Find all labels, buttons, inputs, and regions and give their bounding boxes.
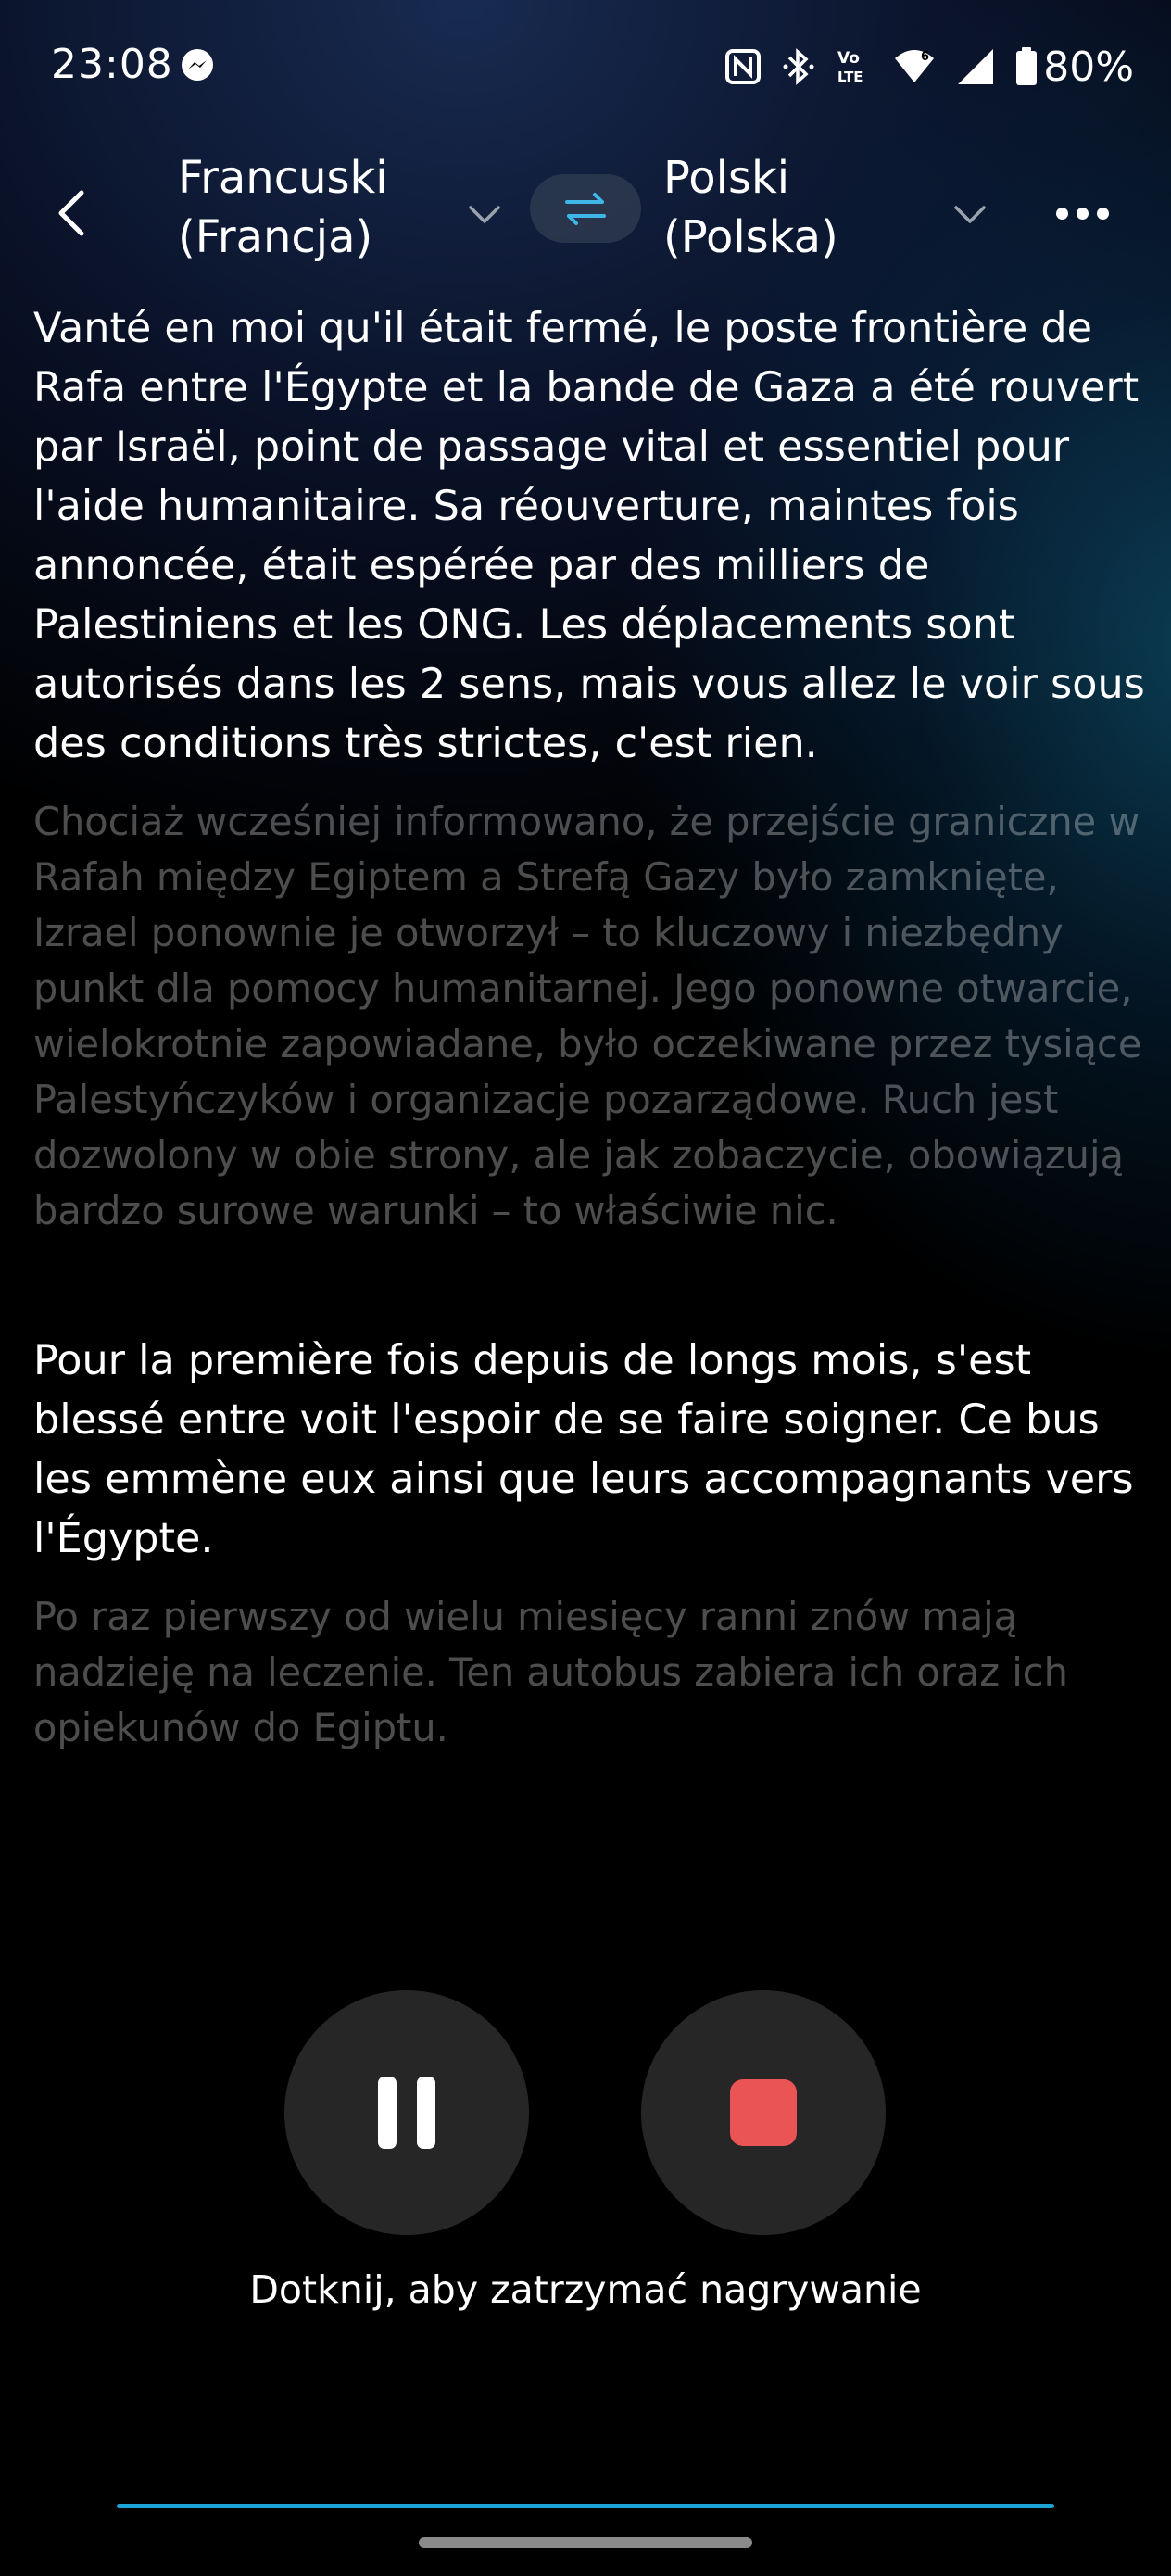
battery-icon xyxy=(1015,47,1038,86)
source-language-selector[interactable] xyxy=(178,148,388,267)
home-indicator[interactable] xyxy=(419,2537,752,2548)
status-time: 23:08 xyxy=(51,41,173,88)
swap-arrows-icon xyxy=(560,188,611,229)
more-icon-dot xyxy=(1056,208,1068,220)
recording-indicator-line xyxy=(117,2504,1054,2508)
target-language-selector[interactable] xyxy=(663,148,838,267)
target-language-name: Polski xyxy=(663,152,790,204)
battery-percentage: 80% xyxy=(1043,43,1134,91)
pause-icon xyxy=(368,2077,446,2149)
chevron-down-icon[interactable] xyxy=(463,193,506,235)
wifi-icon xyxy=(893,47,936,86)
volte-label-bottom: LTE xyxy=(837,69,863,85)
more-icon-dot xyxy=(1077,208,1089,220)
pause-button[interactable] xyxy=(284,1990,529,2235)
language-header xyxy=(0,139,1171,278)
status-icons xyxy=(724,41,1134,93)
stop-icon xyxy=(730,2079,797,2146)
back-arrow-icon xyxy=(37,176,111,250)
source-language-region: (Francja) xyxy=(178,211,373,263)
volte-label-top: Vo xyxy=(837,49,861,68)
stop-recording-button[interactable] xyxy=(641,1990,886,2235)
translated-text: Po raz pierwszy od wielu miesięcy ranni znów mają nadzieję na leczenie. Ten autobus zabiera ich oraz ich opiekunów do Egiptu. xyxy=(33,1594,1068,1750)
wifi-badge: 6 xyxy=(921,50,930,64)
recording-hint: Dotknij, aby zatrzymać nagrywanie xyxy=(249,2267,922,2312)
messenger-icon xyxy=(180,48,215,83)
more-options-button[interactable] xyxy=(1047,185,1117,241)
back-button[interactable] xyxy=(37,176,111,250)
chevron-down-icon[interactable] xyxy=(949,193,991,235)
source-text: Pour la première fois depuis de longs mois, s'est blessé entre voit l'espoir de se faire soigner. Ce bus les emmène eux ainsi que leurs accompagnants vers l'Égypte. xyxy=(33,1337,1134,1562)
transcript-block xyxy=(33,299,1145,1239)
source-language-name: Francuski xyxy=(178,152,388,204)
source-text: Vanté en moi qu'il était fermé, le poste frontière de Rafa entre l'Égypte et la bande de Gaza a été rouvert par Israël, point de passage vital et essentiel pour l'aide humanitaire. Sa réouverture, maintes fois annoncée, était espérée par des milliers de Palestiniens et les ONG. Les déplacements sont autorisés dans les 2 sens, mais vous allez le voir sous des conditions très strictes, c'est rien. xyxy=(33,305,1145,767)
transcript-block xyxy=(33,1332,1145,1756)
signal-icon xyxy=(956,47,995,86)
status-bar xyxy=(0,0,1171,130)
transcript xyxy=(33,299,1145,1756)
more-icon-dot xyxy=(1097,208,1109,220)
swap-languages-button[interactable] xyxy=(530,174,641,243)
target-language-region: (Polska) xyxy=(663,211,838,263)
bluetooth-icon xyxy=(782,46,815,87)
translated-text: Chociaż wcześniej informowano, że przejście graniczne w Rafah między Egiptem a Strefą Gazy było zamknięte, Izrael ponownie je otworzył – to kluczowy i niezbędny punkt dla pomocy humanitarnej. Jego ponowne otwarcie, wielokrotnie zapowiadane, było oczekiwane przez tysiące Palestyńczyków i organizacje pozarządowe. Ruch jest dozwolony w obie strony, ale jak zobaczycie, obowiązują bardzo surowe warunki – to właściwie nic. xyxy=(33,799,1142,1233)
battery xyxy=(1015,44,1134,91)
nfc-icon xyxy=(724,48,762,85)
volte-icon xyxy=(836,46,873,87)
